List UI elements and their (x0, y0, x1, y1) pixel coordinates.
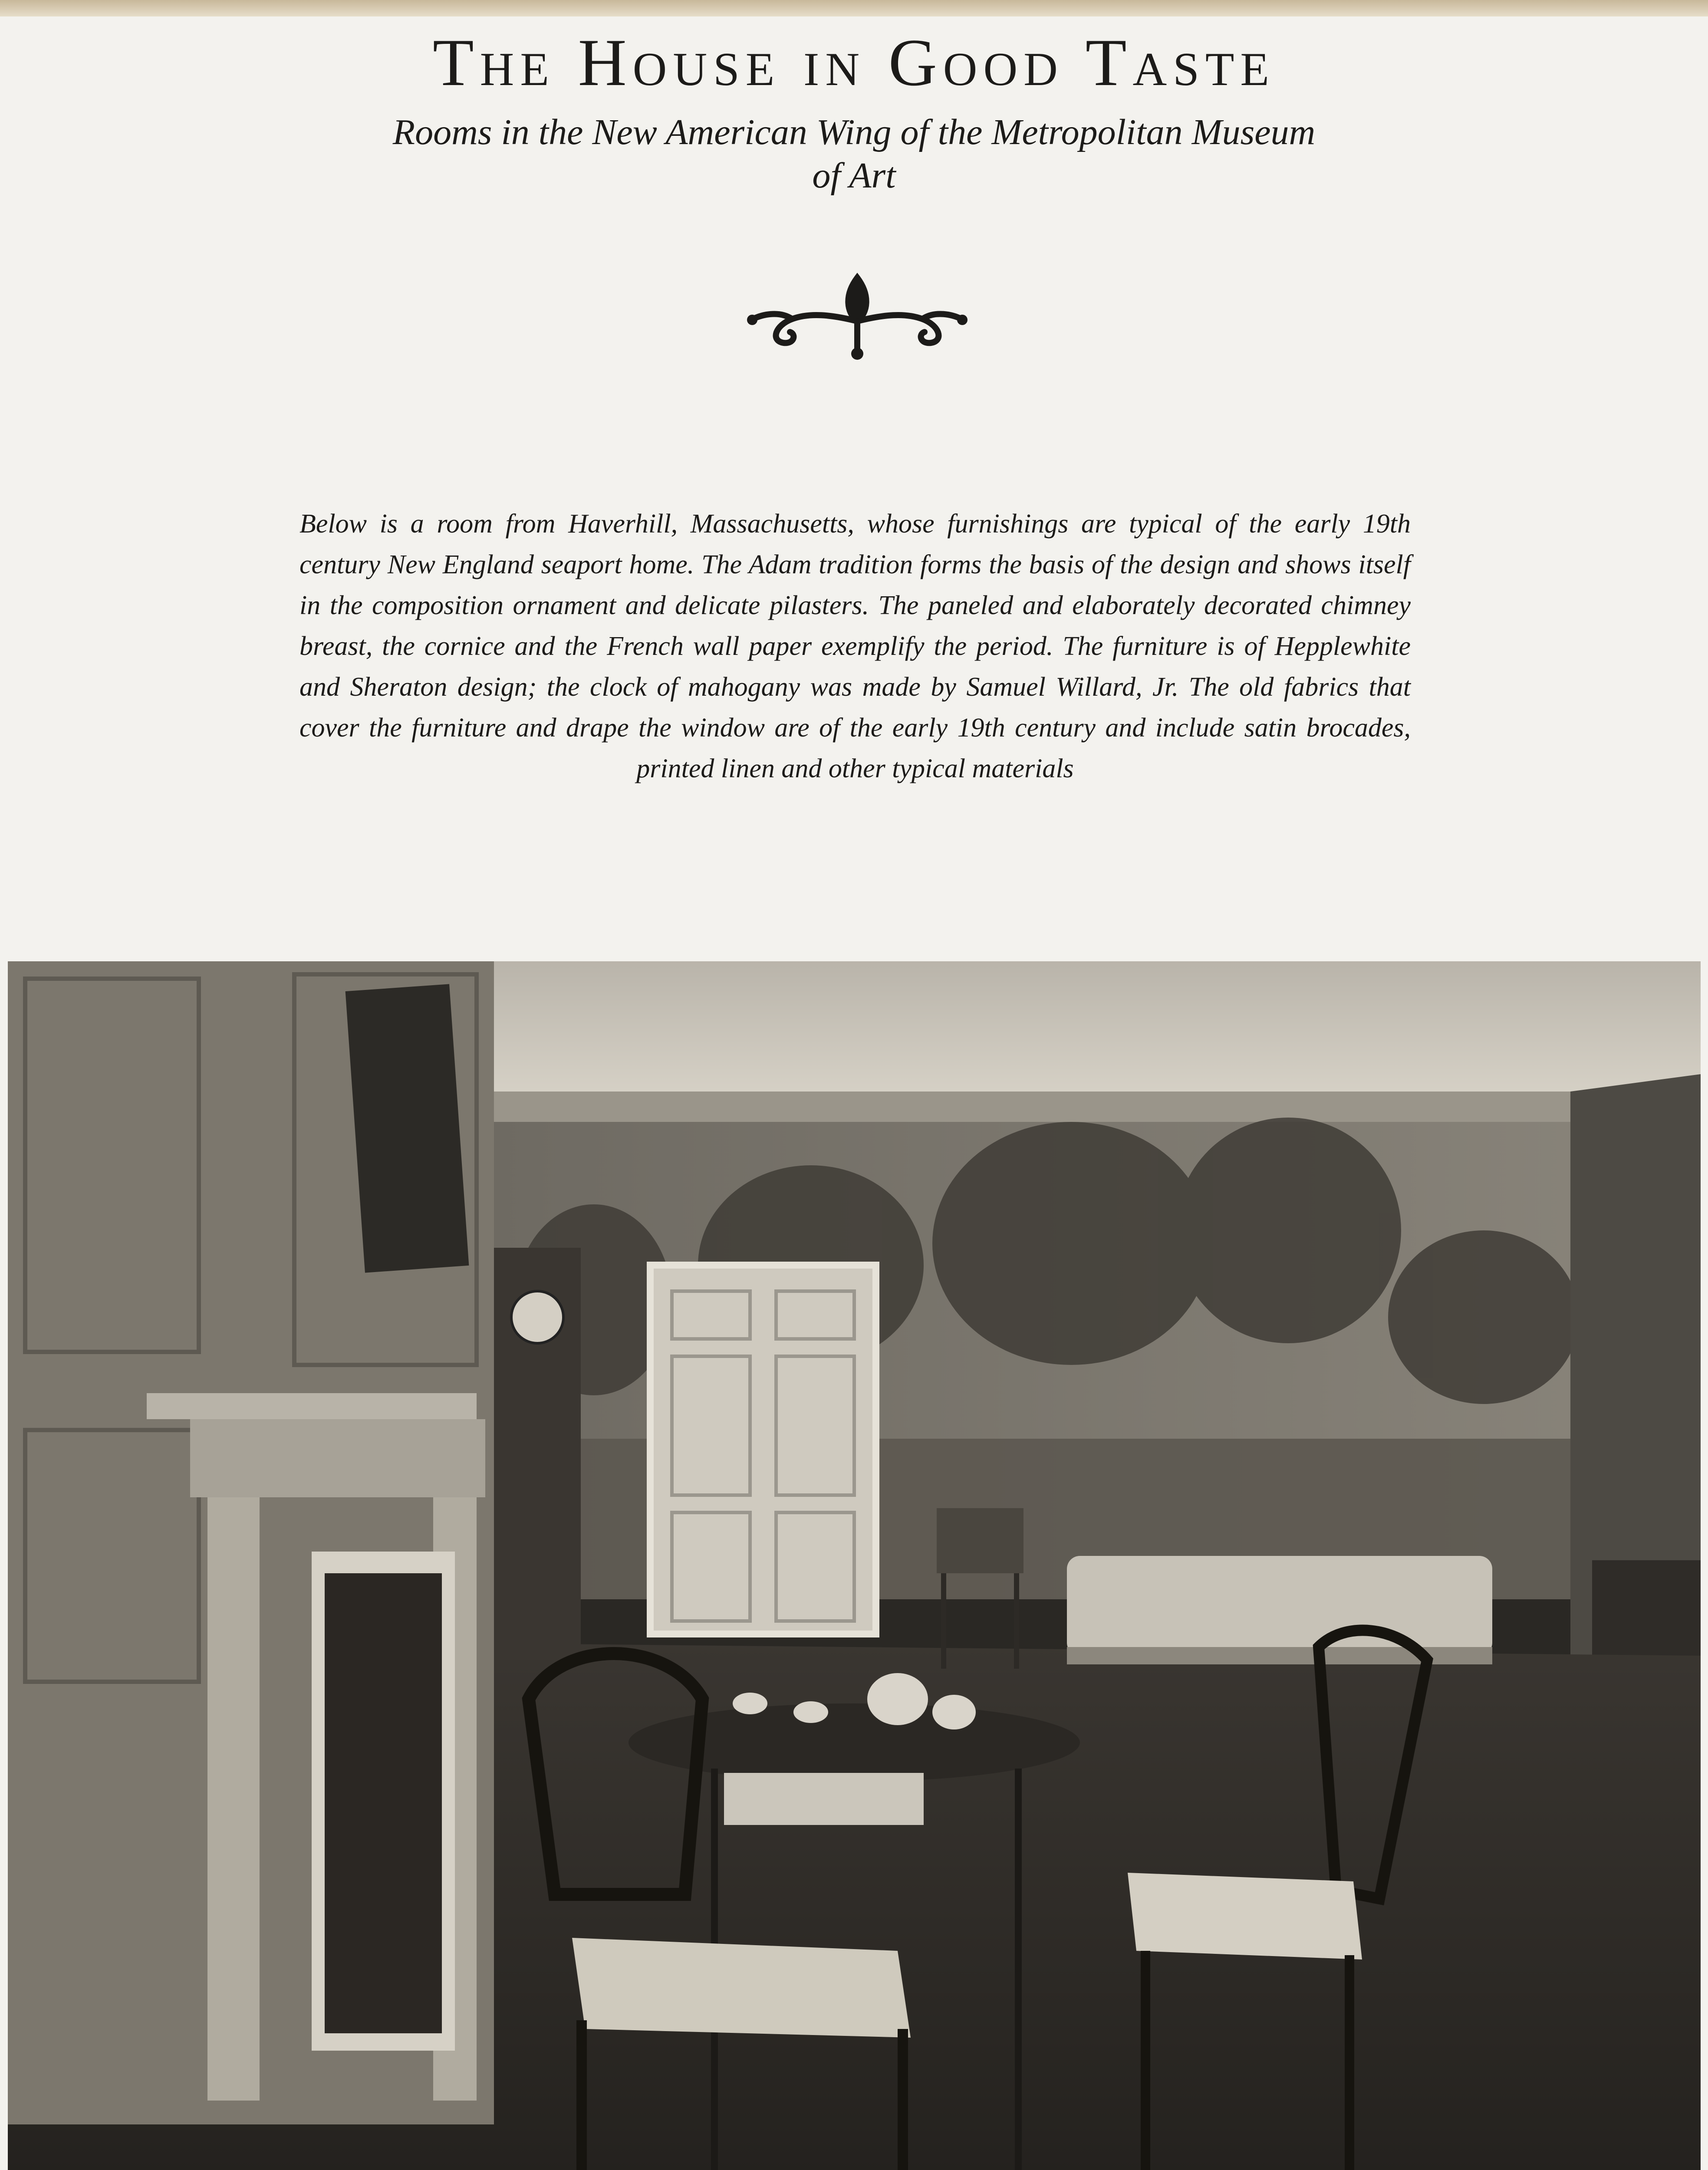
page-title: The House in Good Taste (432, 25, 1276, 100)
room-photograph (8, 961, 1701, 2170)
page-subtitle: Rooms in the New American Wing of the Metropolitan Museum of Art (392, 112, 1316, 196)
decorative-ornament (744, 265, 970, 365)
paper-top-edge (0, 0, 1708, 16)
intro-paragraph: Below is a room from Haverhill, Massachusetts, whose furnishings are typical of the early 19th century New England seaport home. The Adam tradition forms the basis of the design and shows itself in the composition ornament and delicate pilasters. The paneled and elaborately decorated chimney breast, the cornice and the French wall paper exemplify the period. The furniture is of Hepplewhite and Sheraton design; the clock of mahogany was made by Samuel Willard, Jr. The old fabrics that cover the furniture and drape the window are of the early 19th century and include satin brocades, printed linen and other typical materials (299, 509, 1411, 783)
